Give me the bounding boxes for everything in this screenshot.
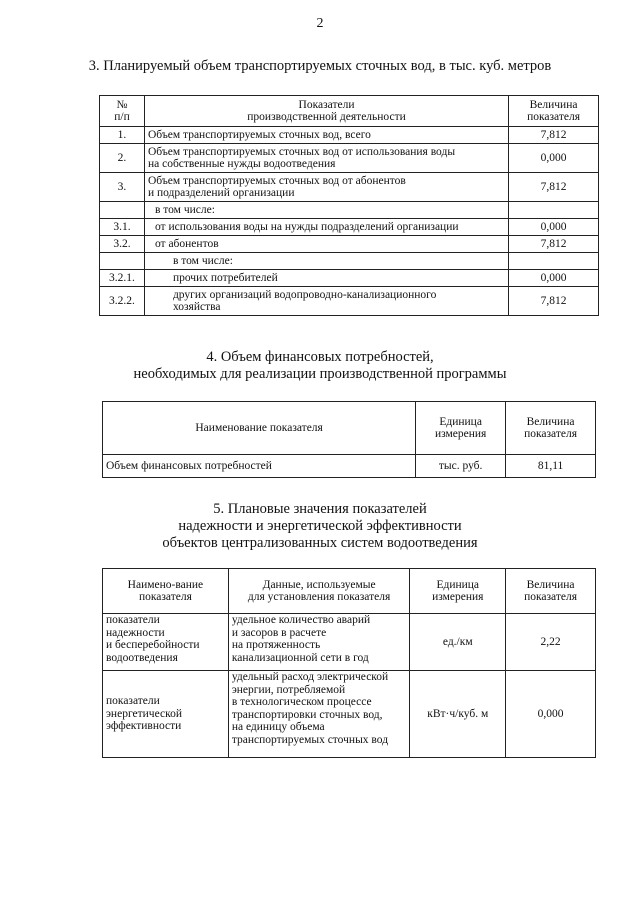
row-value: 0,000	[506, 671, 596, 758]
header-data: Данные, используемые для установления показателя	[228, 569, 410, 614]
row-value: 7,812	[509, 236, 599, 253]
row-name: Объем финансовых потребностей	[103, 455, 416, 478]
section4-title-line2: необходимых для реализации производственной программы	[133, 366, 507, 382]
row-value: 7,812	[509, 173, 599, 202]
row-num: 2.	[100, 144, 145, 173]
reliability-efficiency-table	[102, 568, 596, 758]
financial-needs-table	[102, 401, 596, 478]
row-value: 2,22	[506, 614, 596, 671]
section4-title-line1: 4. Объем финансовых потребностей,	[206, 349, 434, 365]
row-label: Объем транспортируемых сточных вод, всего	[144, 127, 508, 144]
table-row	[100, 127, 599, 144]
section5-title	[0, 501, 640, 552]
table-row	[103, 671, 596, 758]
row-value	[509, 202, 599, 219]
row-label: в том числе:	[144, 253, 508, 270]
section4-title	[0, 349, 640, 383]
row-label: от использования воды на нужды подразделений организации	[144, 219, 508, 236]
row-unit: тыс. руб.	[416, 455, 506, 478]
table-row	[103, 614, 596, 671]
header-value: Величина показателя	[506, 569, 596, 614]
wastewater-volume-table	[99, 95, 599, 316]
table-header-row	[103, 569, 596, 614]
row-value: 0,000	[509, 270, 599, 287]
row-num: 3.2.	[100, 236, 145, 253]
row-unit: кВт·ч/куб. м	[410, 671, 506, 758]
row-num: 3.	[100, 173, 145, 202]
row-label: Объем транспортируемых сточных вод от абонентов и подразделений организации	[144, 173, 508, 202]
row-unit: ед./км	[410, 614, 506, 671]
header-num: № п/п	[100, 96, 145, 127]
row-label: от абонентов	[144, 236, 508, 253]
row-value: 7,812	[509, 287, 599, 316]
row-num: 3.2.1.	[100, 270, 145, 287]
table-row	[100, 173, 599, 202]
header-indicator: Показатели производственной деятельности	[144, 96, 508, 127]
table-row	[100, 270, 599, 287]
section3-title	[0, 58, 640, 75]
row-value: 81,11	[506, 455, 596, 478]
table-row	[103, 455, 596, 478]
row-value: 0,000	[509, 144, 599, 173]
header-unit: Единица измерения	[410, 569, 506, 614]
section3-title-text: 3. Планируемый объем транспортируемых сточных вод, в тыс. куб. метров	[88, 58, 552, 74]
table-header-row	[100, 96, 599, 127]
table-row	[100, 202, 599, 219]
row-value: 0,000	[509, 219, 599, 236]
row-value: 7,812	[509, 127, 599, 144]
header-value: Величина показателя	[509, 96, 599, 127]
row-name: показатели надежности и бесперебойности водоотведения	[103, 614, 229, 671]
row-value	[509, 253, 599, 270]
row-num	[100, 202, 145, 219]
row-label: в том числе:	[144, 202, 508, 219]
header-name: Наимено-вание показателя	[103, 569, 229, 614]
page-number: 2	[316, 16, 324, 31]
header-unit: Единица измерения	[416, 402, 506, 455]
table-row	[100, 287, 599, 316]
row-label: Объем транспортируемых сточных вод от использования воды на собственные нужды водоотведения	[144, 144, 508, 173]
section5-title-line1: 5. Плановые значения показателей	[213, 501, 427, 517]
table-row	[100, 219, 599, 236]
row-name: показатели энергетической эффективности	[103, 671, 229, 758]
row-data: удельный расход электрической энергии, потребляемой в технологическом процессе транспортировки сточных вод, на единицу объема транспортируемых сточных вод	[228, 671, 410, 758]
row-label: прочих потребителей	[144, 270, 508, 287]
row-num: 3.1.	[100, 219, 145, 236]
row-label: других организаций водопроводно-канализационного хозяйства	[144, 287, 508, 316]
header-name: Наименование показателя	[103, 402, 416, 455]
table-row	[100, 253, 599, 270]
row-num: 1.	[100, 127, 145, 144]
row-num	[100, 253, 145, 270]
row-num: 3.2.2.	[100, 287, 145, 316]
table-header-row	[103, 402, 596, 455]
table-row	[100, 236, 599, 253]
table-row	[100, 144, 599, 173]
section5-title-line2: надежности и энергетической эффективности	[178, 518, 462, 534]
header-value: Величина показателя	[506, 402, 596, 455]
section5-title-line3: объектов централизованных систем водоотведения	[162, 535, 478, 551]
row-data: удельное количество аварий и засоров в расчете на протяженность канализационной сети в год	[228, 614, 410, 671]
